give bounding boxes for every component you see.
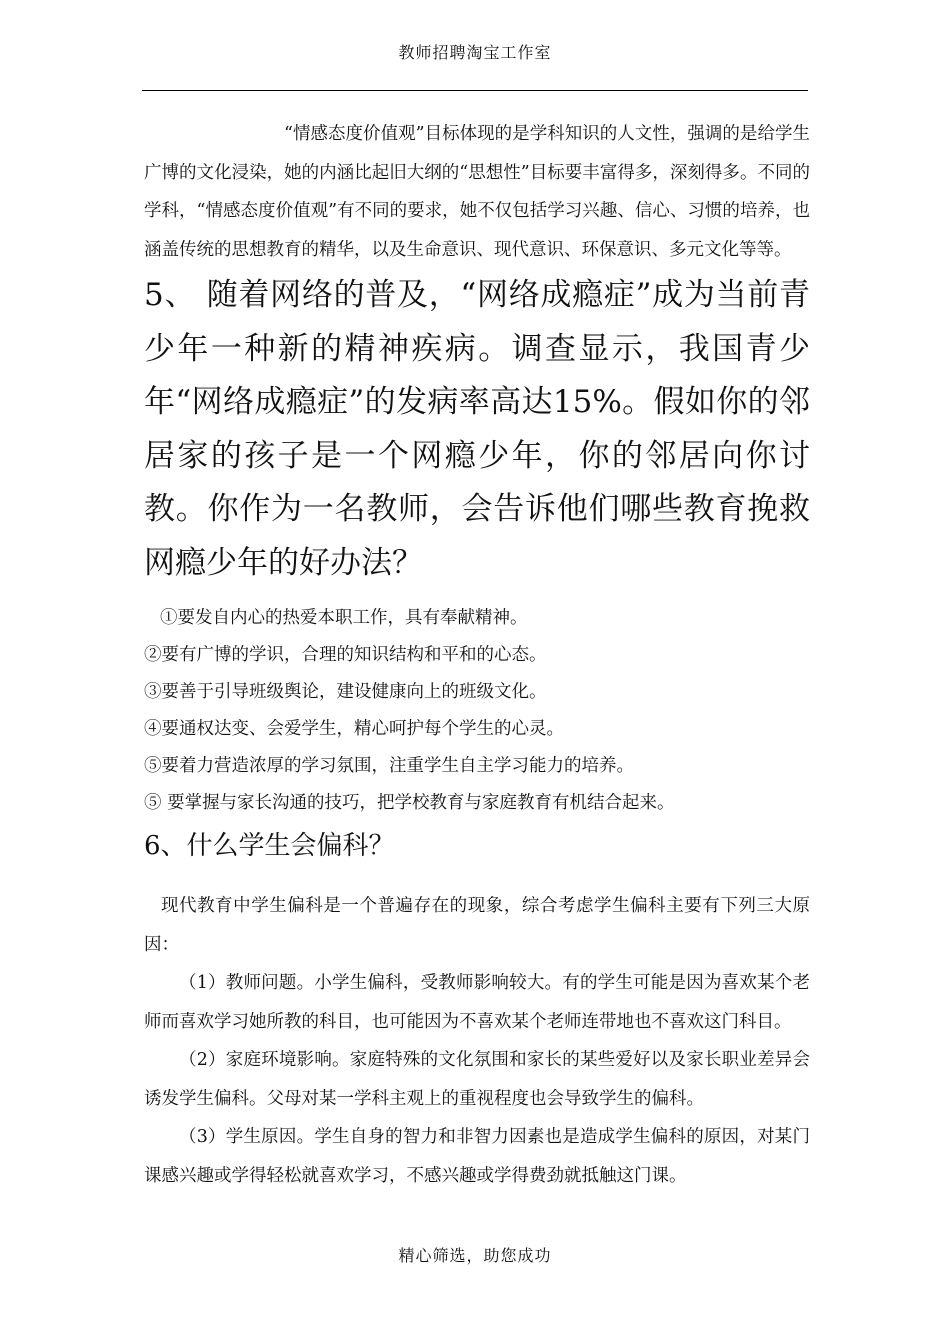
answer-item: ④要通权达变、会爱学生，精心呵护每个学生的心灵。 [144, 719, 564, 739]
spacer [144, 870, 810, 887]
answer-item: ⑤要着力营造浓厚的学习氛围，注重学生自主学习能力的培养。 [144, 756, 634, 776]
page-header: 教师招聘淘宝工作室 [398, 43, 552, 62]
reason-paragraph: （1）教师问题。小学生偏科，受教师影响较大。有的学生可能是因为喜欢某个老师而喜欢学习她所教的科目，也可能因为不喜欢某个老师连带地也不喜欢这门科目。 [144, 973, 810, 1032]
answer-item: ①要发自内心的热爱本职工作，具有奉献精神。 [160, 608, 528, 628]
question-6-intro: 现代教育中学生偏科是一个普遍存在的现象，综合考虑学生偏科主要有下列三大原因： [144, 896, 810, 955]
page-footer: 精心筛选，助您成功 [398, 1246, 552, 1265]
page-content [144, 115, 810, 1195]
answer-item: ③要善于引导班级舆论，建设健康向上的班级文化。 [144, 682, 547, 702]
reason-paragraph: （3）学生原因。学生自身的智力和非智力因素也是造成学生偏科的原因，对某门课感兴趣或学得轻松就喜欢学习，不感兴趣或学得费劲就抵触这门课。 [144, 1127, 810, 1186]
question-5: 5、 随着网络的普及，“网络成瘾症”成为当前青少年一种新的精神疾病。调查显示，我国青少年“网络成瘾症”的发病率高达15%。假如你的邻居家的孩子是一个网瘾少年，你的邻居向你讨教。你作为一名教师，会告诉他们哪些教育挽救网瘾少年的好办法？ [144, 277, 810, 581]
question-5-answers [144, 600, 810, 822]
reason-paragraph: （2）家庭环境影响。家庭特殊的文化氛围和家长的某些爱好以及家长职业差异会诱发学生偏科。父母对某一学科主观上的重视程度也会导致学生的偏科。 [144, 1050, 810, 1109]
intro-paragraph: “情感态度价值观”目标体现的是学科知识的人文性，强调的是给学生广博的文化浸染，她的内涵比起旧大纲的“思想性”目标要丰富得多，深刻得多。不同的学科，“情感态度价值观”有不同的要求，她不仅包括学习兴趣、信心、习惯的培养，也涵盖传统的思想教育的精华，以及生命意识、现代意识、环保意识、多元文化等等。 [144, 124, 810, 260]
header-divider [142, 90, 808, 91]
spacer [144, 590, 810, 600]
answer-item: ②要有广博的学识，合理的知识结构和平和的心态。 [144, 645, 547, 665]
answer-item: ⑤ 要掌握与家长沟通的技巧，把学校教育与家庭教育有机结合起来。 [144, 793, 675, 813]
question-6: 6、什么学生会偏科？ [144, 831, 395, 861]
